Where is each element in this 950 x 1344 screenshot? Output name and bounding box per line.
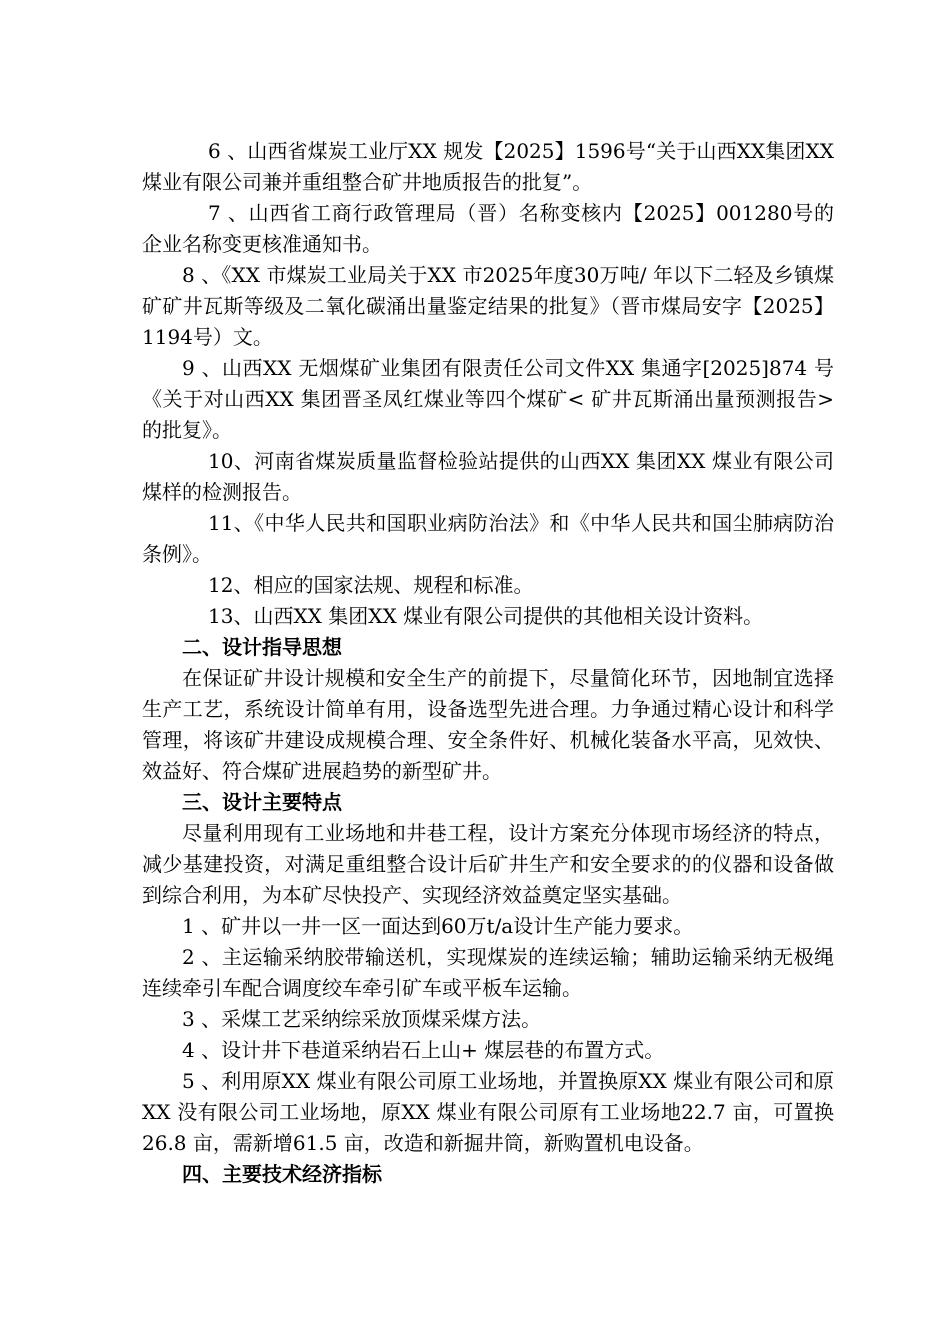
body-paragraph-guiding-ideas: 在保证矿井设计规模和安全生产的前提下，尽量简化环节，因地制宜选择生产工艺，系统设计简单有用，设备选型先进合理。力争通过精心设计和科学管理，将该矿井建设成规模合理、安全条件好、机械化装备水平高，见效快、效益好、符合煤矿进展趋势的新型矿井。 <box>142 666 834 783</box>
section-heading-technical-indicators: 四、主要技术经济指标 <box>182 1162 382 1186</box>
feature-item-4: 4 、设计井下巷道采纳岩石上山+ 煤层巷的布置方式。 <box>182 1038 665 1062</box>
body-paragraph-main-features: 尽量利用现有工业场地和井巷工程，设计方案充分体现市场经济的特点，减少基建投资，对满足重组整合设计后矿井生产和安全要求的的仪器和设备做到综合利用，为本矿尽快投产、实现经济效益奠定坚实基础。 <box>142 821 834 907</box>
section-heading-guiding-ideas: 二、设计指导思想 <box>182 635 342 659</box>
feature-item-3: 3 、采煤工艺采纳综采放顶煤采煤方法。 <box>182 1007 542 1031</box>
reference-item-6: 6 、山西省煤炭工业厅XX 规发【2025】1596号“关于山西XX集团XX 煤业有限公司兼并重组整合矿井地质报告的批复”。 <box>142 139 834 194</box>
document-body <box>142 136 834 1190</box>
reference-item-13: 13、山西XX 集团XX 煤业有限公司提供的其他相关设计资料。 <box>208 604 764 628</box>
section-heading-main-features: 三、设计主要特点 <box>182 790 342 814</box>
feature-item-1: 1 、矿井以一井一区一面达到60万t/a设计生产能力要求。 <box>182 914 694 938</box>
reference-item-10: 10、河南省煤炭质量监督检验站提供的山西XX 集团XX 煤业有限公司煤样的检测报告。 <box>142 449 834 504</box>
reference-item-7: 7 、山西省工商行政管理局（晋）名称变核内【2025】001280号的企业名称变更核准通知书。 <box>142 201 834 256</box>
feature-item-2: 2 、主运输采纳胶带输送机，实现煤炭的连续运输；辅助运输采纳无极绳连续牵引车配合调度绞车牵引矿车或平板车运输。 <box>142 945 834 1000</box>
reference-item-8: 8 、《XX 市煤炭工业局关于XX 市2025年度30万吨/ 年以下二轻及乡镇煤矿矿井瓦斯等级及二氧化碳涌出量鉴定结果的批复》（晋市煤局安字【2025】1194号）文。 <box>142 263 834 349</box>
feature-item-5: 5 、利用原XX 煤业有限公司原工业场地，并置换原XX 煤业有限公司和原XX 没有限公司工业场地，原XX 煤业有限公司原有工业场地22.7 亩，可置换26.8 亩，需新增61.5 亩，改造和新掘井筒，新购置机电设备。 <box>142 1069 834 1155</box>
reference-item-11: 11、《中华人民共和国职业病防治法》和《中华人民共和国尘肺病防治条例》。 <box>142 511 834 566</box>
reference-item-9: 9 、山西XX 无烟煤矿业集团有限责任公司文件XX 集通字[2025]874 号《关于对山西XX 集团晋圣凤红煤业等四个煤矿< 矿井瓦斯涌出量预测报告> 的批复》。 <box>142 356 834 442</box>
reference-item-12: 12、相应的国家法规、规程和标准。 <box>208 573 534 597</box>
